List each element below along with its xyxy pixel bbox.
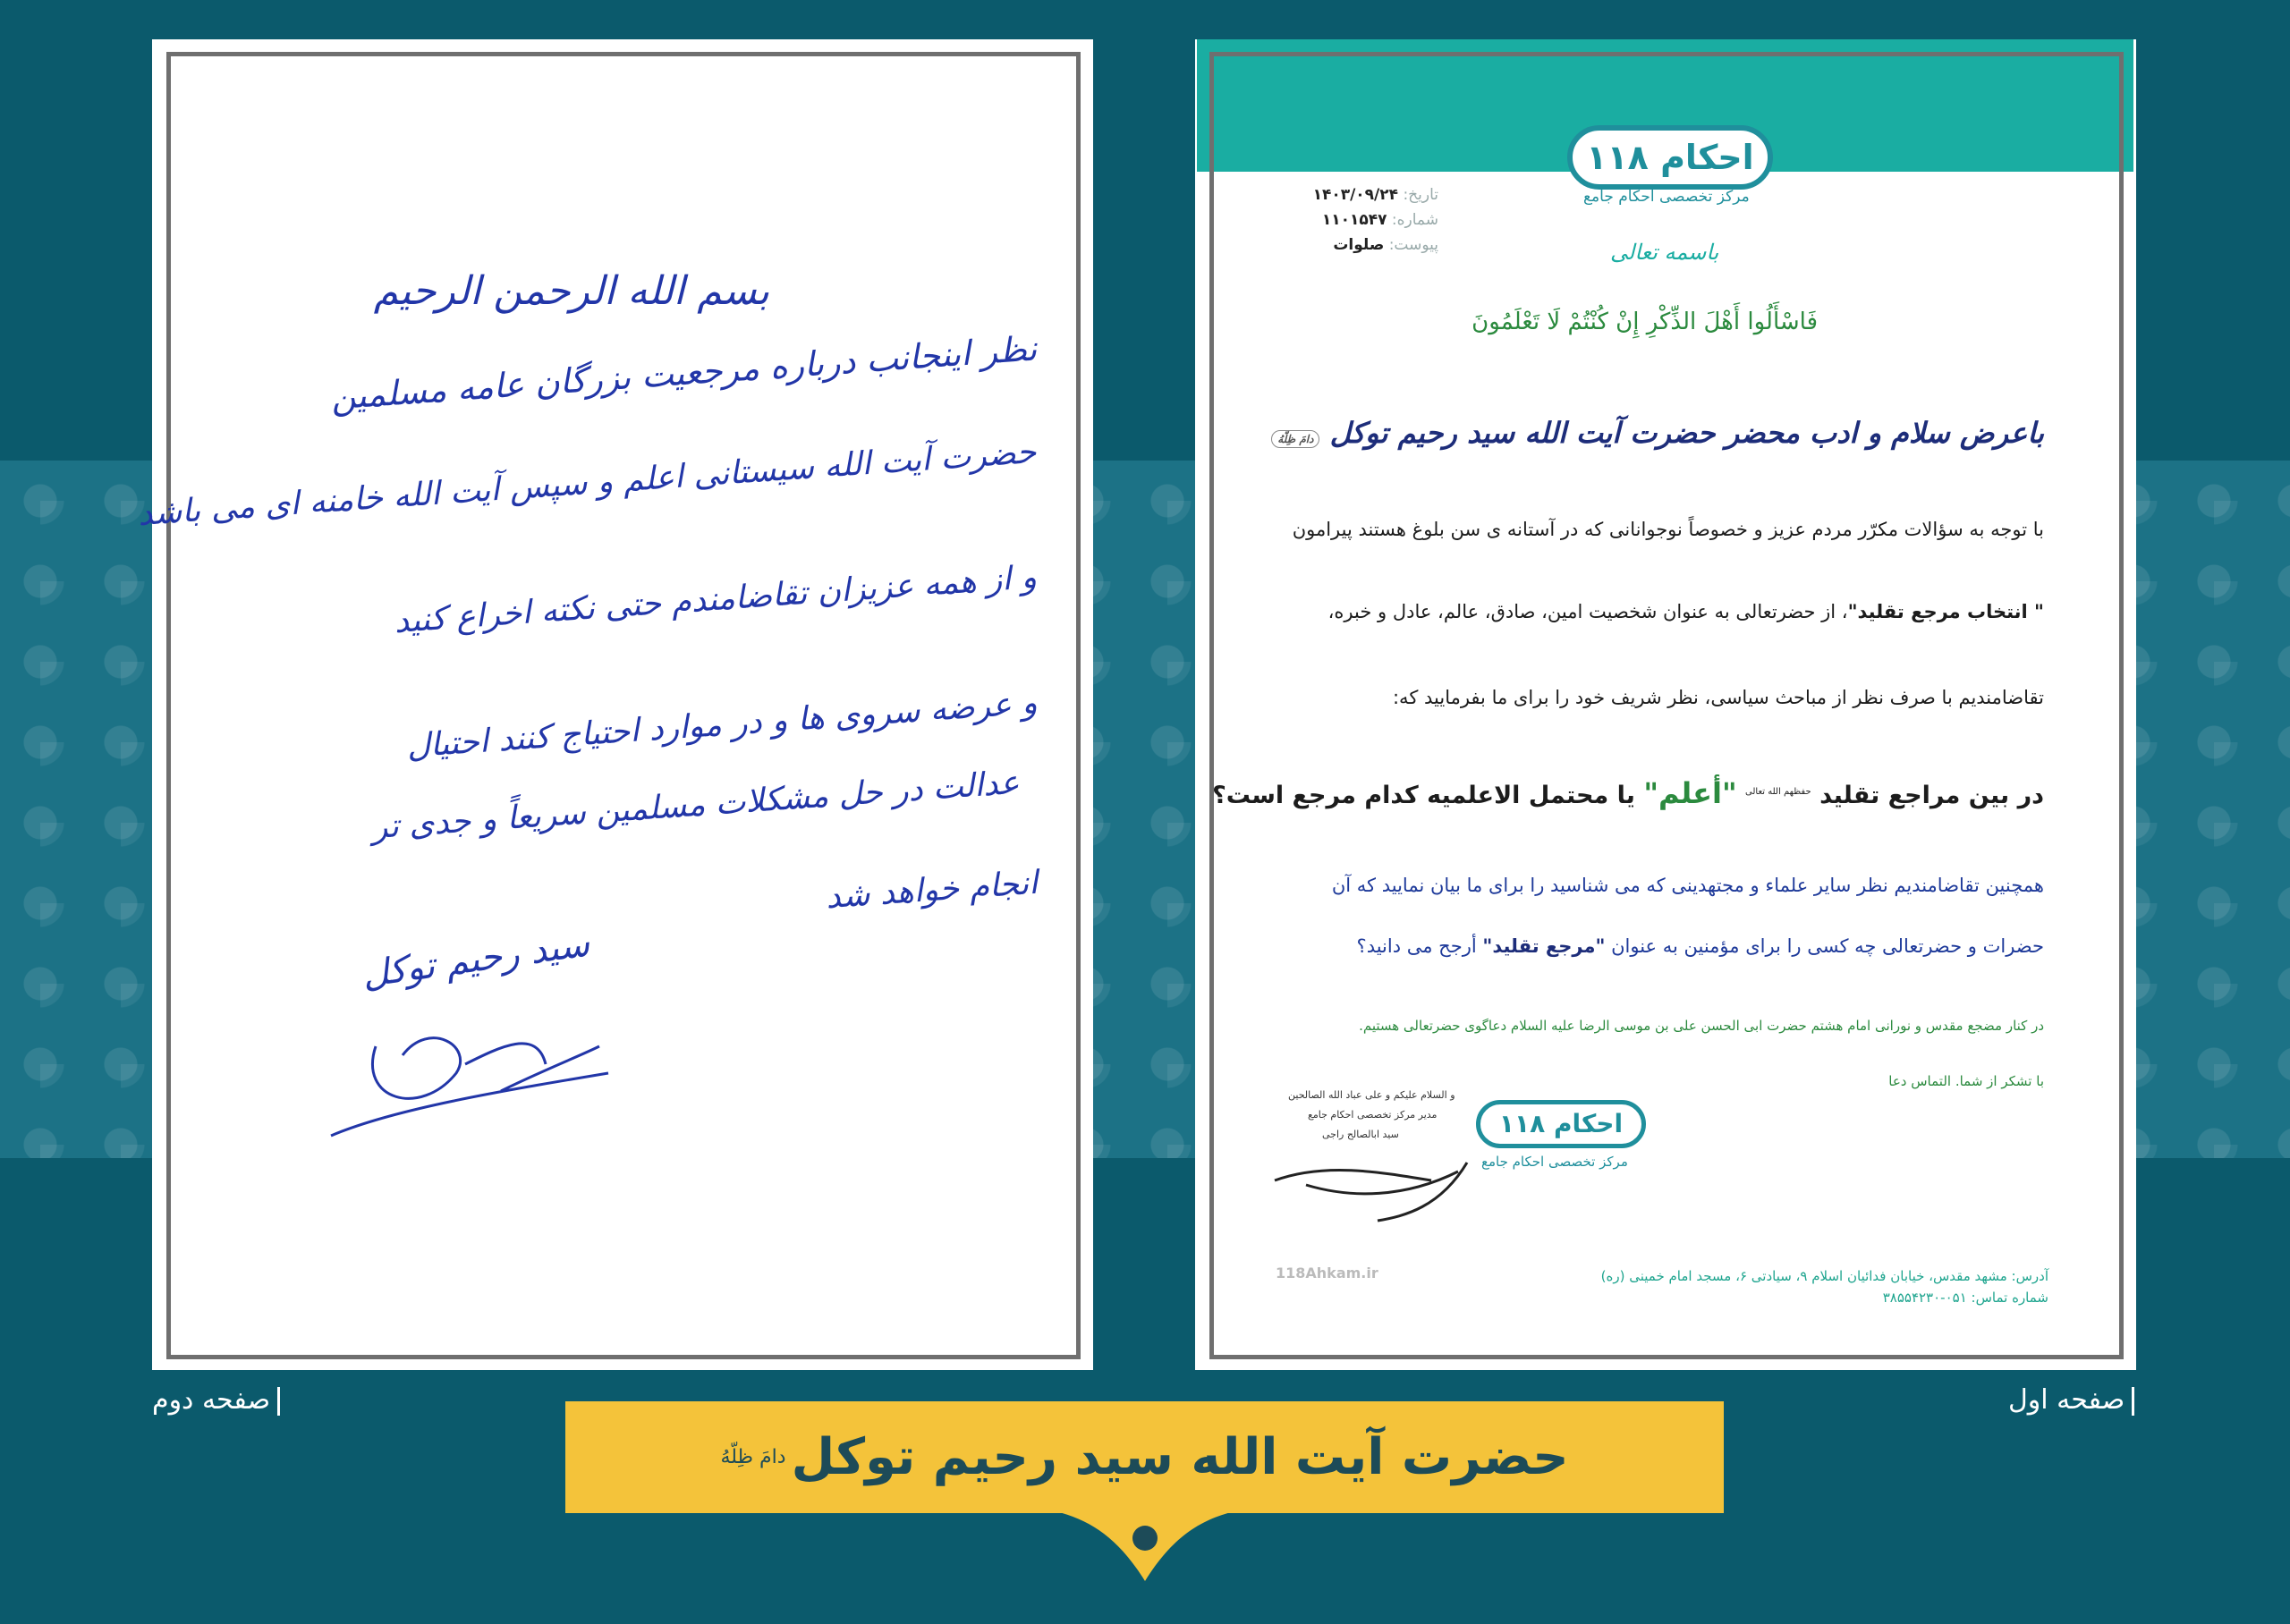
bismillah: باسمه تعالی: [1610, 240, 1719, 265]
para1-line2-bold: " انتخاب مرجع تقلید": [1847, 601, 2044, 622]
closing-line-2: مدیر مرکز تخصصی احکام جامع: [1308, 1109, 1438, 1121]
para2-line1: همچنین تقاضامندیم نظر سایر علماء و مجتهدینی که می شناسید را برای ما بیان نمایید که آن: [1331, 875, 2044, 896]
para1-line3: تقاضامندیم با صرف نظر از مباحث سیاسی، نظر شریف خود را برای ما بفرمایید که:: [1392, 687, 2044, 708]
first-page-label: [2008, 1384, 2142, 1416]
para2-line2-b: أرجح می دانید؟: [1356, 935, 1477, 957]
signature-scribble: [322, 993, 617, 1145]
ornament-icon: [1056, 1511, 1234, 1583]
handwritten-line-1: بسم الله الرحمن الرحیم: [373, 268, 769, 314]
thanks-line: با تشکر از شما. التماس دعا: [1888, 1073, 2044, 1089]
para1-line2-rest: ، از حضرتعالی به عنوان شخصیت امین، صادق، عالم، عادل و خبره،: [1327, 601, 1848, 622]
question-line: [1212, 776, 2044, 810]
meta-attachment: پیوست: صلوات: [1333, 236, 1438, 254]
meta-date: تاریخ: ۱۴۰۳/۰۹/۲۴: [1312, 186, 1438, 204]
salutation: [1271, 416, 2044, 450]
question-part-a: در بین مراجع تقلید: [1819, 782, 2044, 809]
salutation-text: باعرض سلام و ادب محضر حضرت آیت الله سید رحیم توکل: [1329, 416, 2044, 450]
para1-line1: با توجه به سؤالات مکرّر مردم عزیز و خصوصاً نوجوانانی که در آستانه ی سن بلوغ هستند پیرامون: [1292, 519, 2044, 540]
title-honorific: دامَ ظِلّهُ: [720, 1446, 786, 1468]
stamp-logo-text: ۱۱۸ احکام: [1498, 1109, 1624, 1138]
first-page-label-text: صفحه اول: [2008, 1384, 2125, 1416]
handwritten-line-4: و از همه عزیزان تقاضامندم حتی نکته اخراع کنید: [393, 558, 1039, 641]
para2-line2-a: حضرات و حضرتعالی چه کسی را برای مؤمنین به عنوان: [1611, 935, 2044, 957]
second-page-label: [152, 1384, 287, 1416]
handwritten-line-3: حضرت آیت الله سیستانی اعلم و سپس آیت الله خامنه ای می باشد: [137, 433, 1039, 534]
stamp-subtitle: مرکز تخصصی احکام جامع: [1481, 1154, 1628, 1170]
second-page-label-text: صفحه دوم: [152, 1384, 271, 1416]
handwritten-line-5: و عرضه سروی ها و در موارد احتیاج کنند احتیال: [405, 684, 1039, 765]
para1-line2: [1328, 601, 2044, 622]
handwritten-line-7: انجام خواهد شد: [824, 864, 1039, 917]
letter-logo: [1567, 125, 1773, 190]
handwritten-signature-name: سید رحیم توکل: [360, 923, 592, 996]
title-banner: [565, 1401, 1724, 1513]
meta-number: شماره: ۱۱۰۱۵۴۷: [1321, 211, 1438, 229]
quran-verse: فَاسْأَلُوا أَهْلَ الذِّكْرِ إِنْ كُنْتُمْ لَا تَعْلَمُونَ: [1472, 309, 1818, 335]
para2-line2: [1357, 935, 2044, 957]
logo-text: ۱۱۸ احکام: [1586, 138, 1754, 177]
manager-signature: [1270, 1145, 1476, 1230]
para2-line2-bold: "مرجع تقلید": [1482, 935, 1606, 957]
handwritten-line-2: نظر اینجانب درباره مرجعیت بزرگان عامه مسلمین: [329, 328, 1039, 418]
address: آدرس: مشهد مقدس، خیابان فدائیان اسلام ۹، سیادتی ۶، مسجد امام خمینی (ره): [1600, 1268, 2048, 1284]
green-dua-line: در کنار مضجع مقدس و نورانی امام هشتم حضرت ابی الحسن علی بن موسی الرضا علیه السلام دعاگوی حضرتعالی هستیم.: [1359, 1018, 2044, 1034]
website: 118Ahkam.ir: [1276, 1265, 1378, 1281]
label-divider: [277, 1387, 280, 1416]
label-divider-first: [2132, 1387, 2134, 1416]
question-highlight: "أعلم": [1643, 776, 1737, 810]
logo-subtitle: مرکز تخصصی احکام جامع: [1583, 188, 1750, 206]
question-sup: حفظهم الله تعالی: [1745, 787, 1811, 797]
title-text: حضرت آیت الله سید رحیم توکل: [791, 1428, 1569, 1486]
salutation-honorific: دامَ ظِلّهُ: [1271, 430, 1319, 448]
closing-line-3: سید ابالصالح راجی: [1322, 1129, 1399, 1140]
stamp-logo: [1476, 1100, 1646, 1148]
phone: شماره تماس: ۰۵۱-۳۸۵۵۴۲۳۰: [1882, 1290, 2048, 1306]
question-part-b: یا محتمل الاعلمیه کدام مرجع است؟: [1212, 782, 1635, 809]
closing-line-1: و السلام علیکم و علی عباد الله الصالحین: [1288, 1089, 1455, 1101]
handwritten-line-6: عدالت در حل مشکلات مسلمین سریعاً و جدی تر: [370, 764, 1021, 847]
